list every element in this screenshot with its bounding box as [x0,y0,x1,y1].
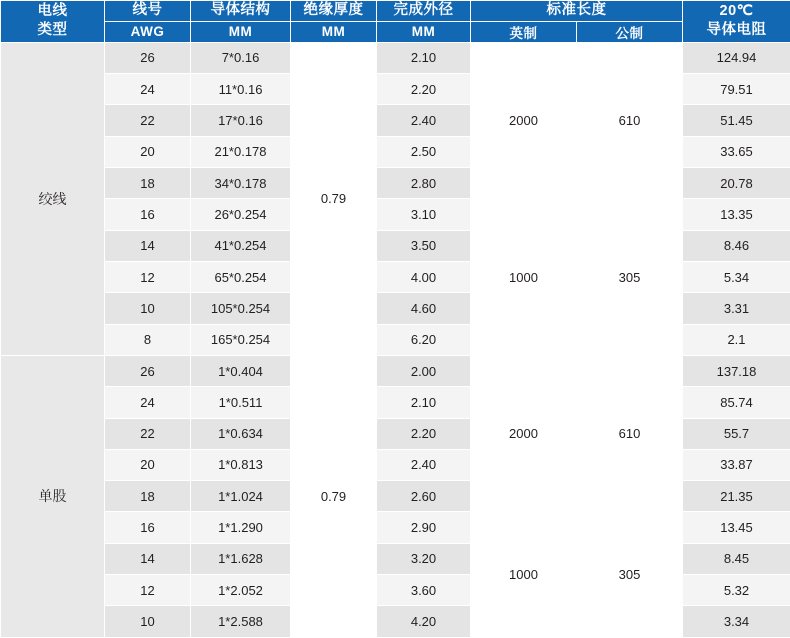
cell-resistance: 5.34 [683,261,790,292]
cell-awg: 24 [105,73,191,104]
cell-awg: 14 [105,230,191,261]
header-conductor-structure: 导体结构 [191,1,291,22]
cell-conductor-structure: 11*0.16 [191,73,291,104]
header-outer-diameter: 完成外径 [377,1,471,22]
subheader-imperial: 英制 [471,21,577,42]
cell-conductor-structure: 1*1.628 [191,543,291,574]
cell-outer-diameter: 2.20 [377,418,471,449]
cell-conductor-structure: 1*0.634 [191,418,291,449]
cell-awg: 18 [105,481,191,512]
cell-resistance: 5.32 [683,575,790,606]
cell-length-imperial: 2000 [471,42,577,199]
subheader-od-unit: MM [377,21,471,42]
cell-conductor-structure: 1*0.511 [191,387,291,418]
cell-outer-diameter: 4.60 [377,293,471,324]
cell-awg: 26 [105,42,191,73]
cell-outer-diameter: 6.20 [377,324,471,355]
subheader-awg: AWG [105,21,191,42]
cell-outer-diameter: 2.00 [377,355,471,386]
cell-conductor-structure: 34*0.178 [191,167,291,198]
header-row-main [1,1,790,22]
cell-resistance: 3.31 [683,293,790,324]
cell-resistance: 13.35 [683,199,790,230]
cell-resistance: 8.45 [683,543,790,574]
cell-conductor-structure: 1*1.290 [191,512,291,543]
cell-awg: 14 [105,543,191,574]
cell-outer-diameter: 2.50 [377,136,471,167]
cell-resistance: 20.78 [683,167,790,198]
header-wire-type [1,1,105,43]
cell-resistance: 13.45 [683,512,790,543]
cell-conductor-structure: 65*0.254 [191,261,291,292]
header-insulation-thickness: 绝缘厚度 [291,1,377,22]
cell-length-metric: 305 [577,512,683,638]
cell-resistance: 137.18 [683,355,790,386]
subheader-insulation-unit: MM [291,21,377,42]
cell-conductor-structure: 1*2.588 [191,606,291,638]
cell-length-metric: 610 [577,42,683,199]
cell-insulation-thickness: 0.79 [291,355,377,637]
cell-length-imperial: 1000 [471,512,577,638]
cell-resistance: 33.65 [683,136,790,167]
header-standard-length: 标准长度 [471,1,683,22]
cell-conductor-structure: 1*0.813 [191,449,291,480]
cell-outer-diameter: 3.50 [377,230,471,261]
cell-conductor-structure: 21*0.178 [191,136,291,167]
cell-awg: 18 [105,167,191,198]
cell-conductor-structure: 17*0.16 [191,105,291,136]
table-row [1,199,790,230]
cell-conductor-structure: 1*0.404 [191,355,291,386]
cell-outer-diameter: 2.40 [377,105,471,136]
cell-awg: 20 [105,449,191,480]
wire-type-label: 绞线 [1,42,105,355]
subheader-metric: 公制 [577,21,683,42]
cell-awg: 16 [105,512,191,543]
cell-resistance: 3.34 [683,606,790,638]
cell-resistance: 124.94 [683,42,790,73]
cell-resistance: 21.35 [683,481,790,512]
cell-outer-diameter: 3.10 [377,199,471,230]
cell-awg: 10 [105,293,191,324]
cell-awg: 26 [105,355,191,386]
cell-resistance: 51.45 [683,105,790,136]
cell-outer-diameter: 2.10 [377,42,471,73]
header-gauge: 线号 [105,1,191,22]
cell-outer-diameter: 4.00 [377,261,471,292]
table-row [1,42,790,73]
cell-length-metric: 305 [577,199,683,356]
cell-outer-diameter: 2.40 [377,449,471,480]
cell-awg: 8 [105,324,191,355]
cell-insulation-thickness: 0.79 [291,42,377,355]
cell-resistance: 79.51 [683,73,790,104]
cell-outer-diameter: 3.20 [377,543,471,574]
cell-length-imperial: 2000 [471,355,577,512]
cell-awg: 22 [105,105,191,136]
table-body [1,42,790,637]
cell-awg: 12 [105,261,191,292]
cell-conductor-structure: 1*1.024 [191,481,291,512]
cell-outer-diameter: 3.60 [377,575,471,606]
header-resistance-line2: 导体电阻 [706,22,767,39]
header-conductor-resistance [683,1,790,43]
cell-outer-diameter: 2.10 [377,387,471,418]
cell-resistance: 85.74 [683,387,790,418]
cell-conductor-structure: 1*2.052 [191,575,291,606]
cell-conductor-structure: 105*0.254 [191,293,291,324]
cell-length-imperial: 1000 [471,199,577,356]
table-row [1,355,790,386]
cell-awg: 12 [105,575,191,606]
subheader-conductor-unit: MM [191,21,291,42]
header-row-units [1,21,790,42]
header-wire-type-line1: 电线 [37,2,68,19]
header-resistance-line1: 20℃ [719,2,754,19]
wire-type-label: 单股 [1,355,105,637]
cell-length-metric: 610 [577,355,683,512]
cell-awg: 22 [105,418,191,449]
cell-awg: 24 [105,387,191,418]
cell-outer-diameter: 2.20 [377,73,471,104]
cell-resistance: 8.46 [683,230,790,261]
cell-conductor-structure: 7*0.16 [191,42,291,73]
header-wire-type-line2: 类型 [37,22,68,39]
cell-outer-diameter: 2.90 [377,512,471,543]
cell-resistance: 55.7 [683,418,790,449]
cell-resistance: 2.1 [683,324,790,355]
cell-outer-diameter: 2.80 [377,167,471,198]
table-row [1,512,790,543]
cell-conductor-structure: 165*0.254 [191,324,291,355]
cell-resistance: 33.87 [683,449,790,480]
cell-outer-diameter: 2.60 [377,481,471,512]
cell-awg: 20 [105,136,191,167]
cell-conductor-structure: 41*0.254 [191,230,291,261]
cell-awg: 10 [105,606,191,638]
cell-awg: 16 [105,199,191,230]
cell-outer-diameter: 4.20 [377,606,471,638]
table-header [1,1,790,43]
cell-conductor-structure: 26*0.254 [191,199,291,230]
